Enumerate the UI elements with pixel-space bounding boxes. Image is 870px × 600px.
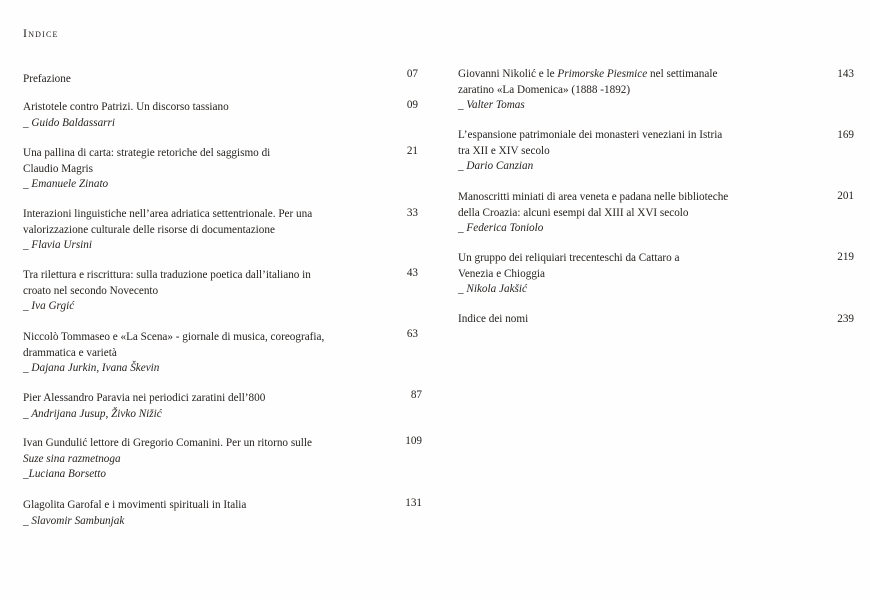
- entry-page-number: 43: [406, 267, 418, 279]
- entry-title: Claudio Magris: [23, 162, 93, 175]
- entry-page-number: 131: [405, 497, 422, 509]
- entry-title: Indice dei nomi: [458, 313, 529, 325]
- entry-title: drammatica e varietà: [23, 346, 117, 359]
- entry-title: Niccolò Tommaseo e «La Scena» - giornale di musica, coreografia,: [23, 331, 325, 343]
- entry-page-number: 219: [837, 251, 854, 263]
- toc-entry: [23, 146, 393, 193]
- entry-page-number: 09: [406, 99, 418, 111]
- toc-entry: [23, 330, 393, 377]
- entry-page-number: 07: [406, 68, 418, 80]
- entry-author: _ Valter Tomas: [458, 99, 525, 112]
- entry-page-number: 63: [406, 328, 418, 340]
- entry-title: L’espansione patrimoniale dei monasteri veneziani in Istria: [458, 129, 723, 141]
- toc-entry-prefazione: [23, 72, 393, 88]
- entry-title: tra XII e XIV secolo: [458, 144, 550, 157]
- entry-page-number: 87: [410, 389, 422, 401]
- toc-entry: [23, 498, 393, 529]
- entry-title: Una pallina di carta: strategie retoriche del saggismo di: [23, 147, 271, 159]
- entry-title: Pier Alessandro Paravia nei periodici zaratini dell’800: [23, 392, 266, 404]
- toc-heading: Indice: [23, 26, 59, 40]
- entry-author: _ Nikola Jakšić: [458, 283, 527, 296]
- entry-title: Ivan Gundulić lettore di Gregorio Comanini. Per un ritorno sulle: [23, 437, 312, 449]
- entry-author: _ Guido Baldassarri: [23, 116, 115, 129]
- entry-title: Glagolita Garofal e i movimenti spirituali in Italia: [23, 499, 247, 511]
- toc-entry: [23, 100, 393, 131]
- entry-title: Prefazione: [23, 73, 71, 85]
- entry-author: _ Dario Canzian: [458, 160, 534, 173]
- toc-entry-index: [458, 312, 788, 328]
- entry-title-italic: Suze sina razmetnoga: [23, 452, 121, 465]
- entry-title: valorizzazione culturale delle risorse di documentazione: [23, 223, 275, 236]
- toc-entry: [458, 128, 788, 175]
- entry-title: Venezia e Chioggia: [458, 267, 545, 280]
- toc-entry: [23, 391, 393, 422]
- toc-entry: [23, 436, 393, 483]
- entry-page-number: 109: [405, 435, 422, 447]
- entry-author: _ Andrijana Jusup, Živko Nižić: [23, 407, 162, 420]
- entry-title: Un gruppo dei reliquiari trecenteschi da Cattaro a: [458, 252, 680, 264]
- entry-page-number: 201: [837, 190, 854, 202]
- entry-title: Interazioni linguistiche nell’area adriatica settentrionale. Per una: [23, 208, 313, 220]
- entry-author: _ Flavia Ursini: [23, 239, 92, 252]
- entry-title: croato nel secondo Novecento: [23, 284, 159, 297]
- toc-entry: [458, 190, 788, 237]
- entry-author: _Luciana Borsetto: [23, 468, 106, 481]
- entry-title: Aristotele contro Patrizi. Un discorso tassiano: [23, 101, 229, 113]
- entry-author: _ Dajana Jurkin, Ivana Škevin: [23, 362, 160, 375]
- entry-author: _ Iva Grgić: [23, 300, 75, 313]
- entry-author: _ Emanuele Zinato: [23, 178, 109, 191]
- toc-entry: [458, 67, 788, 114]
- entry-author: _ Federica Toniolo: [458, 222, 544, 235]
- entry-page-number: 239: [837, 313, 854, 325]
- entry-author: _ Slavomir Sambunjak: [23, 514, 125, 527]
- entry-page-number: 21: [406, 145, 418, 157]
- entry-title: della Croazia: alcuni esempi dal XIII al XVI secolo: [458, 206, 689, 219]
- entry-page-number: 143: [837, 68, 854, 80]
- entry-page-number: 33: [406, 207, 418, 219]
- entry-title: Manoscritti miniati di area veneta e padana nelle biblioteche: [458, 191, 729, 203]
- entry-title: zaratino «La Domenica» (1888 -1892): [458, 83, 631, 96]
- toc-entry: [23, 268, 393, 315]
- toc-entry: [23, 207, 393, 254]
- entry-title: Giovanni Nikolić e le Primorske Piesmice nel settimanale: [458, 68, 718, 80]
- entry-title: Tra rilettura e riscrittura: sulla traduzione poetica dall’italiano in: [23, 269, 311, 281]
- toc-entry: [458, 251, 788, 298]
- entry-page-number: 169: [837, 129, 854, 141]
